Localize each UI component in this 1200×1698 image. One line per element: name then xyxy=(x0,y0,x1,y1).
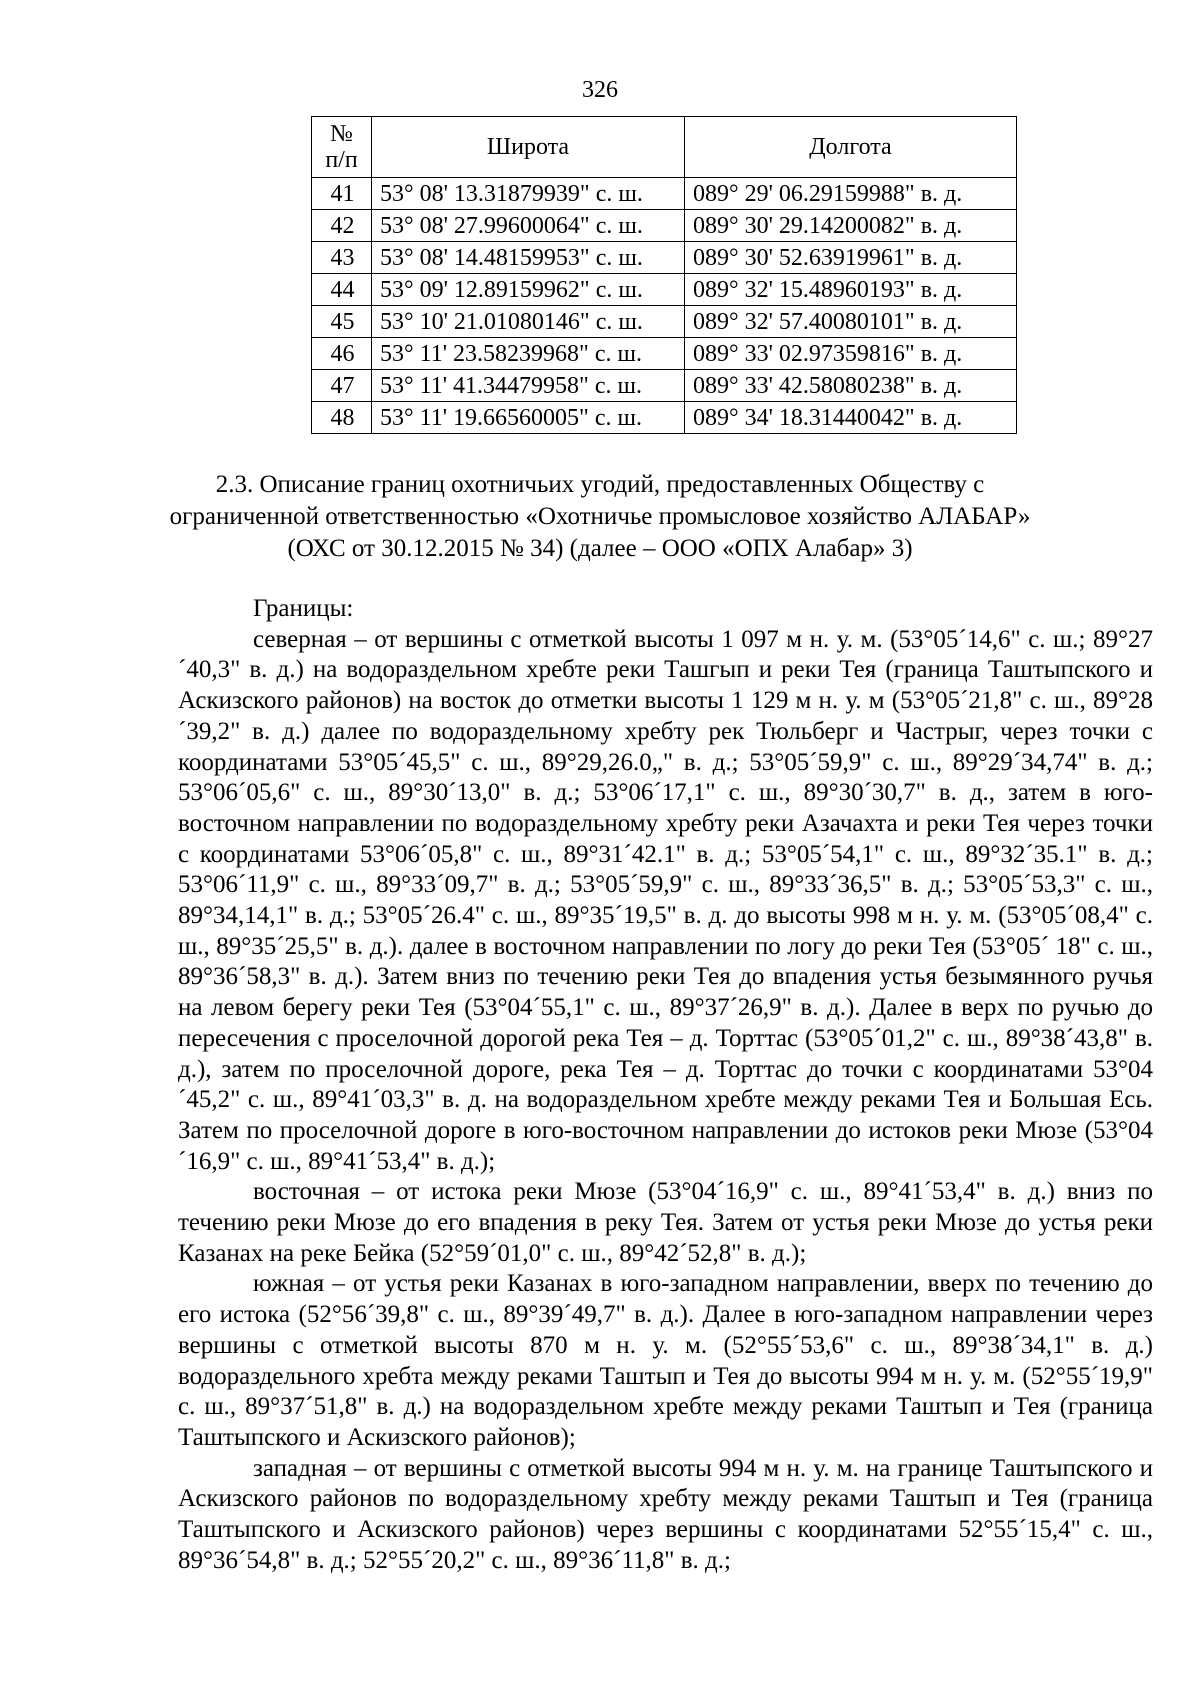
border-south-paragraph: южная – от устья реки Казанах в юго-западном направлении, вверх по течению до его истока (52°56´39,8" с. ш., 89°39´49,7" в. д.). Далее в юго-западном направлении через вершины с отметкой высоты 870 м н. у. м. (52°55´53,6" с. ш., 89°38´34,1" в. д.) водораздельного хребта между реками Таштып и Тея до высоты 994 м н. у. м. (52°55´19,9" с. ш., 89°37´51,8" в. д.) на водораздельном хребте между реками Таштып и Тея (граница Таштыпского и Аскизского районов); xyxy=(178,1270,1153,1451)
cell-number: 46 xyxy=(312,338,372,370)
cell-number: 42 xyxy=(312,210,372,242)
border-west-paragraph: западная – от вершины с отметкой высоты 994 м н. у. м. на границе Таштыпского и Аскизского районов по водораздельному хребту между реками Таштып и Тея (граница Таштыпского и Аскизского районов) через вершины с координатами 52°55´15,4" с. ш., 89°36´54,8" в. д.; 52°55´20,2" с. ш., 89°36´11,8" в. д.; xyxy=(178,1454,1153,1574)
cell-longitude: 089° 32' 15.48960193" в. д. xyxy=(685,274,1017,306)
cell-latitude: 53° 09' 12.89159962" с. ш. xyxy=(372,274,685,306)
cell-number: 47 xyxy=(312,370,372,402)
cell-latitude: 53° 08' 13.31879939" с. ш. xyxy=(372,178,685,210)
cell-latitude: 53° 10' 21.01080146" с. ш. xyxy=(372,306,685,338)
section-heading-line-2: ограниченной ответственностью «Охотничье промысловое хозяйство АЛАБАР» xyxy=(169,503,1031,530)
table-row xyxy=(312,210,1017,242)
column-header-longitude: Долгота xyxy=(685,117,1017,178)
section-heading xyxy=(150,469,1050,565)
cell-longitude: 089° 33' 42.58080238" в. д. xyxy=(685,370,1017,402)
table-row xyxy=(312,306,1017,338)
cell-number: 48 xyxy=(312,402,372,434)
table-row xyxy=(312,242,1017,274)
table-header-row xyxy=(312,117,1017,178)
section-heading-line-1: 2.3. Описание границ охотничьих угодий, предоставленных Обществу с xyxy=(215,471,985,498)
border-east-paragraph: восточная – от истока реки Мюзе (53°04´16,9" с. ш., 89°41´53,4" в. д.) вниз по течению реки Мюзе до его впадения в реку Тея. Затем от устья реки Мюзе до устья реки Казанах на реке Бейка (52°59´01,0" с. ш., 89°42´52,8" в. д.); xyxy=(178,1178,1153,1267)
cell-longitude: 089° 30' 29.14200082" в. д. xyxy=(685,210,1017,242)
section-heading-line-3: (ОХС от 30.12.2015 № 34) (далее – ООО «ОПХ Алабар» 3) xyxy=(287,535,913,562)
number-symbol: № xyxy=(330,121,353,147)
cell-longitude: 089° 30' 52.63919961" в. д. xyxy=(685,242,1017,274)
border-north-paragraph: северная – от вершины с отметкой высоты 1 097 м н. у. м. (53°05´14,6" с. ш.; 89°27´40,3" в. д.) на водораздельном хребте реки Ташгып и реки Тея (граница Таштыпского и Аскизского районов) на восток до отметки высоты 1 129 м н. у. м (53°05´21,8" с. ш., 89°28´39,2" в. д.) далее по водораздельному хребту рек Тюльберг и Частрыг, через точки с координатами 53°05´45,5" с. ш., 89°29,26.0„" в. д.; 53°05´59,9" с. ш., 89°29´34,74" в. д.; 53°06´05,6" с. ш., 89°30´13,0" в. д.; 53°06´17,1" с. ш., 89°30´30,7" в. д., затем в юго-восточном направлении по водораздельному хребту реки Азачахта и реки Тея через точки с координатами 53°06´05,8" с. ш., 89°31´42.1" в. д.; 53°05´54,1" с. ш., 89°32´35.1" в. д.; 53°06´11,9" с. ш., 89°33´09,7" в. д.; 53°05´59,9" с. ш., 89°33´36,5" в. д.; 53°05´53,3" с. ш., 89°34,14,1" в. д.; 53°05´26.4" с. ш., 89°35´19,5" в. д. до высоты 998 м н. у. м. (53°05´08,4" с. ш., 89°35´25,5" в. д.). далее в восточном направлении по логу до реки Тея (53°05´ 18" с. ш., 89°36´58,3" в. д.). Затем вниз по течению реки Тея до впадения устья безымянного ручья на левом берегу реки Тея (53°04´55,1" с. ш., 89°37´26,9" в. д.). Далее в верх по ручью до пересечения с проселочной дорогой река Тея – д. Торттас (53°05´01,2" с. ш., 89°38´43,8" в. д.), затем по проселочной дороге, река Тея – д. Торттас до точки с координатами 53°04´45,2" с. ш., 89°41´03,3" в. д. на водораздельном хребте между реками Тея и Большая Есь. Затем по проселочной дороге в юго-восточном направлении до истоков реки Мюзе (53°04´16,9" с. ш., 89°41´53,4" в. д.); xyxy=(178,625,1153,1175)
cell-number: 44 xyxy=(312,274,372,306)
number-subscript: п/п xyxy=(325,147,358,173)
cell-number: 45 xyxy=(312,306,372,338)
cell-number: 43 xyxy=(312,242,372,274)
borders-heading: Границы: xyxy=(253,595,354,622)
column-header-number xyxy=(312,117,372,178)
borders-description xyxy=(178,594,1153,1577)
page-number: 326 xyxy=(582,77,618,103)
table-row xyxy=(312,274,1017,306)
cell-longitude: 089° 33' 02.97359816" в. д. xyxy=(685,338,1017,370)
cell-longitude: 089° 29' 06.29159988" в. д. xyxy=(685,178,1017,210)
coordinates-table xyxy=(311,116,1017,434)
cell-latitude: 53° 08' 14.48159953" с. ш. xyxy=(372,242,685,274)
cell-latitude: 53° 11' 23.58239968" с. ш. xyxy=(372,338,685,370)
cell-latitude: 53° 11' 19.66560005" с. ш. xyxy=(372,402,685,434)
column-header-latitude: Широта xyxy=(372,117,685,178)
cell-latitude: 53° 11' 41.34479958" с. ш. xyxy=(372,370,685,402)
cell-longitude: 089° 32' 57.40080101" в. д. xyxy=(685,306,1017,338)
table-row xyxy=(312,402,1017,434)
table-row xyxy=(312,178,1017,210)
cell-latitude: 53° 08' 27.99600064" с. ш. xyxy=(372,210,685,242)
table-row xyxy=(312,338,1017,370)
cell-number: 41 xyxy=(312,178,372,210)
cell-longitude: 089° 34' 18.31440042" в. д. xyxy=(685,402,1017,434)
table-row xyxy=(312,370,1017,402)
